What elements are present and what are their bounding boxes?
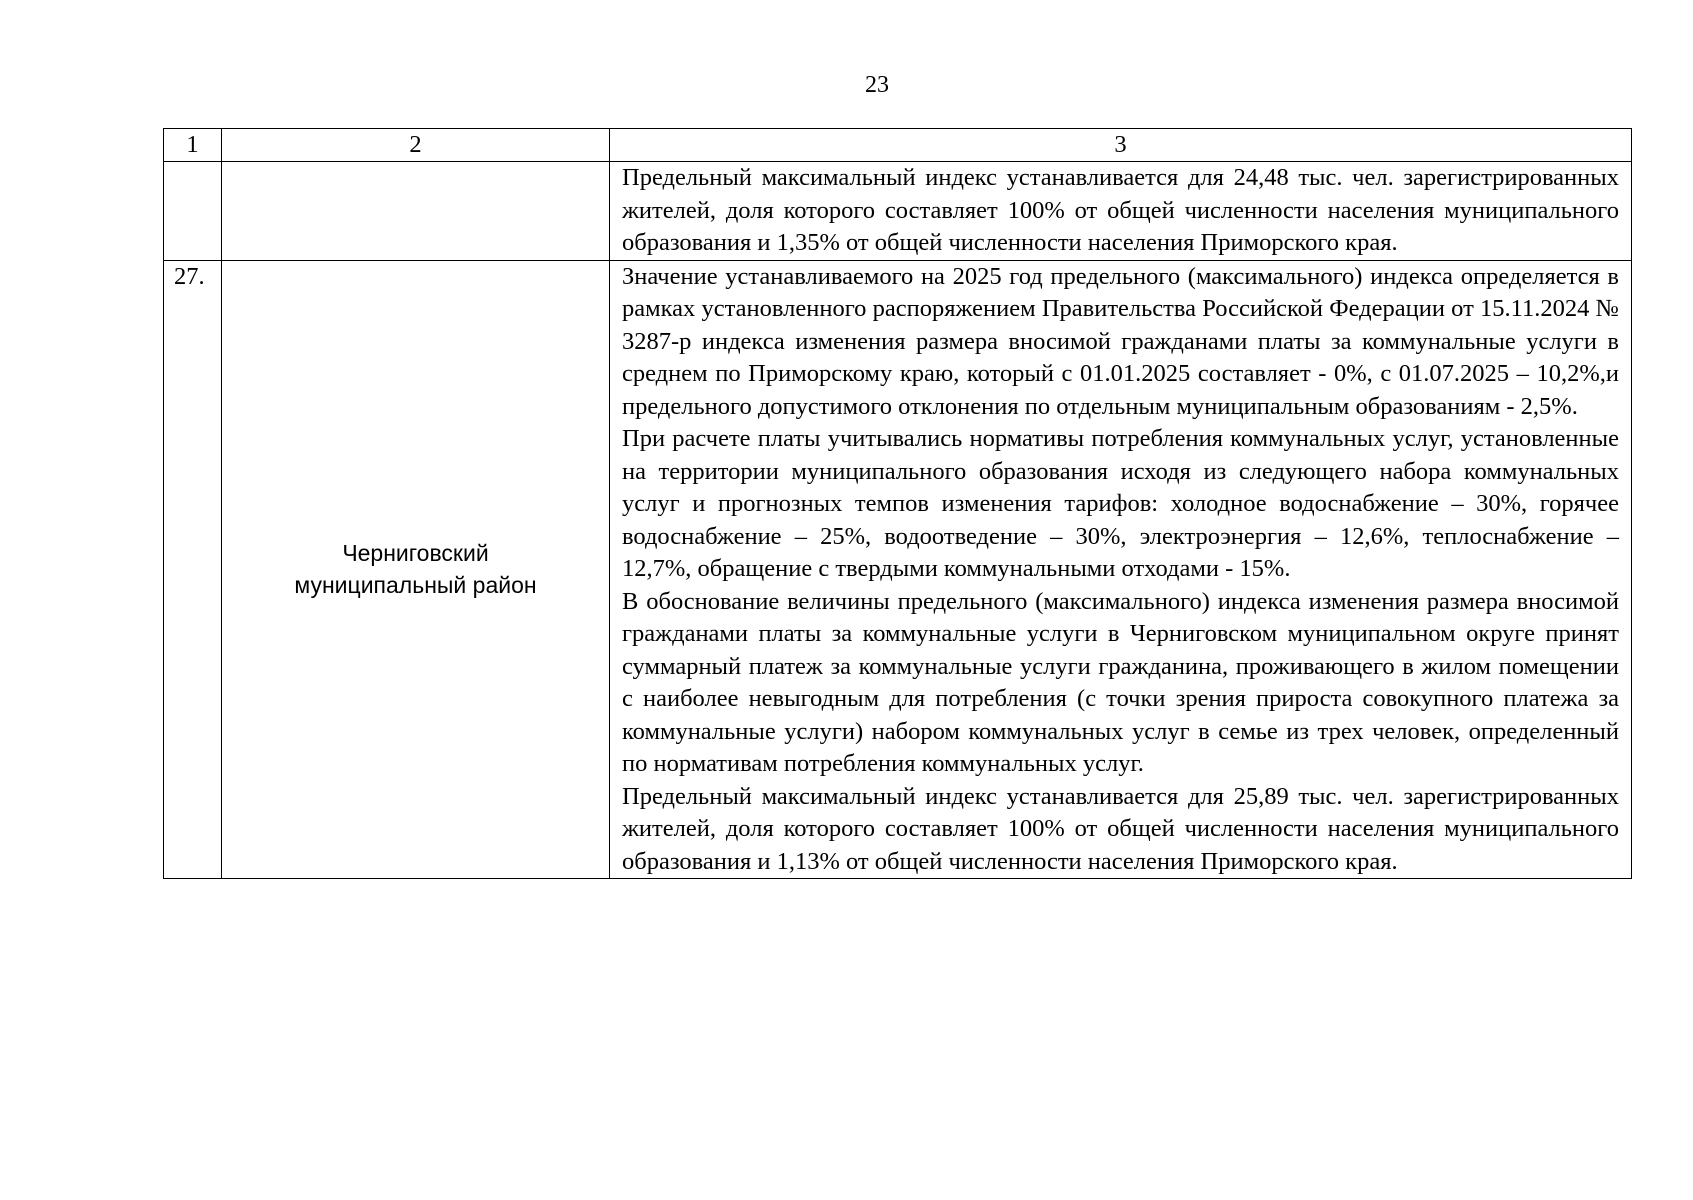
header-col-2: 2 bbox=[222, 129, 610, 162]
municipality-cell bbox=[222, 162, 610, 261]
paragraph-justification: В обоснование величины предельного (максимального) индекса изменения размера вносимой гражданами платы за коммунальные услуги в Черниговском муниципальном округе принят суммарный платеж за коммунальные услуги гражданина, проживающего в жилом помещении с наиболее невыгодным для потребления (с точки зрения прироста совокупного платежа за коммунальные услуги) набором коммунальных услуг в семье из трех человек, определенный по нормативам потребления коммунальных услуг. bbox=[622, 587, 1619, 777]
description-cell bbox=[610, 162, 1632, 261]
municipality-cell bbox=[222, 260, 610, 879]
header-col-1: 1 bbox=[164, 129, 222, 162]
page-number: 23 bbox=[865, 72, 889, 98]
row-number-cell bbox=[164, 162, 222, 261]
paragraph: Предельный максимальный индекс устанавливается для 24,48 тыс. чел. зарегистрированных жителей, доля которого составляет 100% от общей численности населения муниципального образования и 1,35% от общей численности населения Приморского края. bbox=[622, 164, 1619, 256]
description-cell bbox=[610, 260, 1632, 879]
table-row-27 bbox=[164, 260, 1632, 879]
municipality-name-line-1: Черниговский bbox=[342, 540, 489, 567]
paragraph-calculation: При расчете платы учитывались нормативы потребления коммунальных услуг, установленные на территории муниципального образования исходя из следующего набора коммунальных услуг и прогнозных темпов изменения тарифов: холодное водоснабжение – 30%, горячее водоснабжение – 25%, водоотведение – 30%, электроэнергия – 12,6%, теплоснабжение – 12,7%, обращение с твердыми коммунальными отходами - 15%. bbox=[622, 425, 1619, 582]
index-table bbox=[163, 128, 1632, 879]
paragraph-index-value: Значение устанавливаемого на 2025 год предельного (максимального) индекса определяется в рамках установленного распоряжением Правительства Российской Федерации от 15.11.2024 № 3287-р индекса изменения размера вносимой гражданами платы за коммунальные услуги в среднем по Приморскому краю, который с 01.01.2025 составляет - 0%, с 01.07.2025 – 10,2%,и предельного допустимого отклонения по отдельным муниципальным образованиям - 2,5%. bbox=[622, 262, 1619, 420]
paragraph-population: Предельный максимальный индекс устанавливается для 25,89 тыс. чел. зарегистрированных жителей, доля которого составляет 100% от общей численности населения муниципального образования и 1,13% от общей численности населения Приморского края. bbox=[622, 782, 1619, 875]
header-col-3: 3 bbox=[610, 129, 1632, 162]
table-header-row bbox=[164, 129, 1632, 162]
table-row-continuation bbox=[164, 162, 1632, 261]
row-number-cell: 27. bbox=[164, 260, 222, 879]
municipality-name-line-2: муниципальный район bbox=[294, 572, 537, 599]
